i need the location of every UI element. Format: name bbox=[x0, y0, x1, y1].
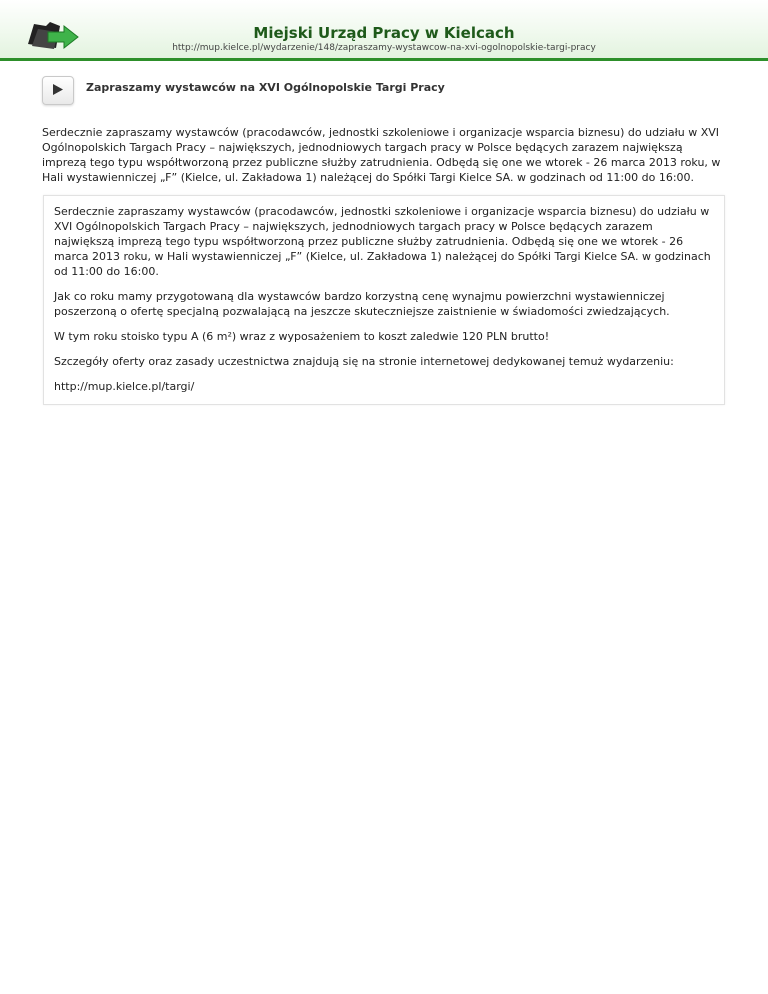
page-header bbox=[0, 0, 768, 61]
play-arrow-icon bbox=[53, 84, 63, 95]
article-header bbox=[0, 61, 768, 109]
content-paragraph: Szczegóły oferty oraz zasady uczestnictwa znajdują się na stronie internetowej dedykowanej temuż wydarzeniu: bbox=[54, 355, 674, 368]
article-content bbox=[43, 195, 725, 405]
play-button[interactable] bbox=[42, 76, 74, 105]
content-paragraph: Serdecznie zapraszamy wystawców (pracodawców, jednostki szkoleniowe i organizacje wsparcia biznesu) do udziału w XVI Ogólnopolskich Targach Pracy – największych, jednodniowych targach pracy w Polsce będących zarazem największą imprezą tego typu współtworzoną przez publiczne służby zatrudnienia. Odbędą się one we wtorek - 26 marca 2013 roku, w Hali wystawienniczej „F” (Kielce, ul. Zakładowa 1) należącej do Spółki Targi Kielce SA. w godzinach od 11:00 do 16:00. bbox=[54, 205, 711, 278]
site-title: Miejski Urząd Pracy w Kielcach bbox=[253, 24, 515, 42]
content-paragraph: Jak co roku mamy przygotowaną dla wystawców bardzo korzystną cenę wynajmu powierzchni wystawienniczej poszerzoną o ofertę specjalną pozwalającą na jeszcze skuteczniejsze zaistnienie w świadomości zwiedzających. bbox=[54, 290, 670, 318]
article-title: Zapraszamy wystawców na XVI Ogólnopolskie Targi Pracy bbox=[86, 81, 445, 94]
page-url: http://mup.kielce.pl/wydarzenie/148/zapraszamy-wystawcow-na-xvi-ogolnopolskie-targi-pracy bbox=[172, 43, 596, 53]
targi-link[interactable]: http://mup.kielce.pl/targi/ bbox=[54, 380, 195, 393]
article-lead: Serdecznie zapraszamy wystawców (pracodawców, jednostki szkoleniowe i organizacje wsparcia biznesu) do udziału w XVI Ogólnopolskich Targach Pracy – największych, jednodniowych targach pracy w Polsce będących zarazem największą imprezą tego typu współtworzoną przez publiczne służby zatrudnienia. Odbędą się one we wtorek - 26 marca 2013 roku, w Hali wystawienniczej „F” (Kielce, ul. Zakładowa 1) należącej do Spółki Targi Kielce SA. w godzinach od 11:00 do 16:00. bbox=[42, 126, 721, 184]
content-paragraph: W tym roku stoisko typu A (6 m²) wraz z wyposażeniem to koszt zaledwie 120 PLN brutto! bbox=[54, 330, 550, 343]
